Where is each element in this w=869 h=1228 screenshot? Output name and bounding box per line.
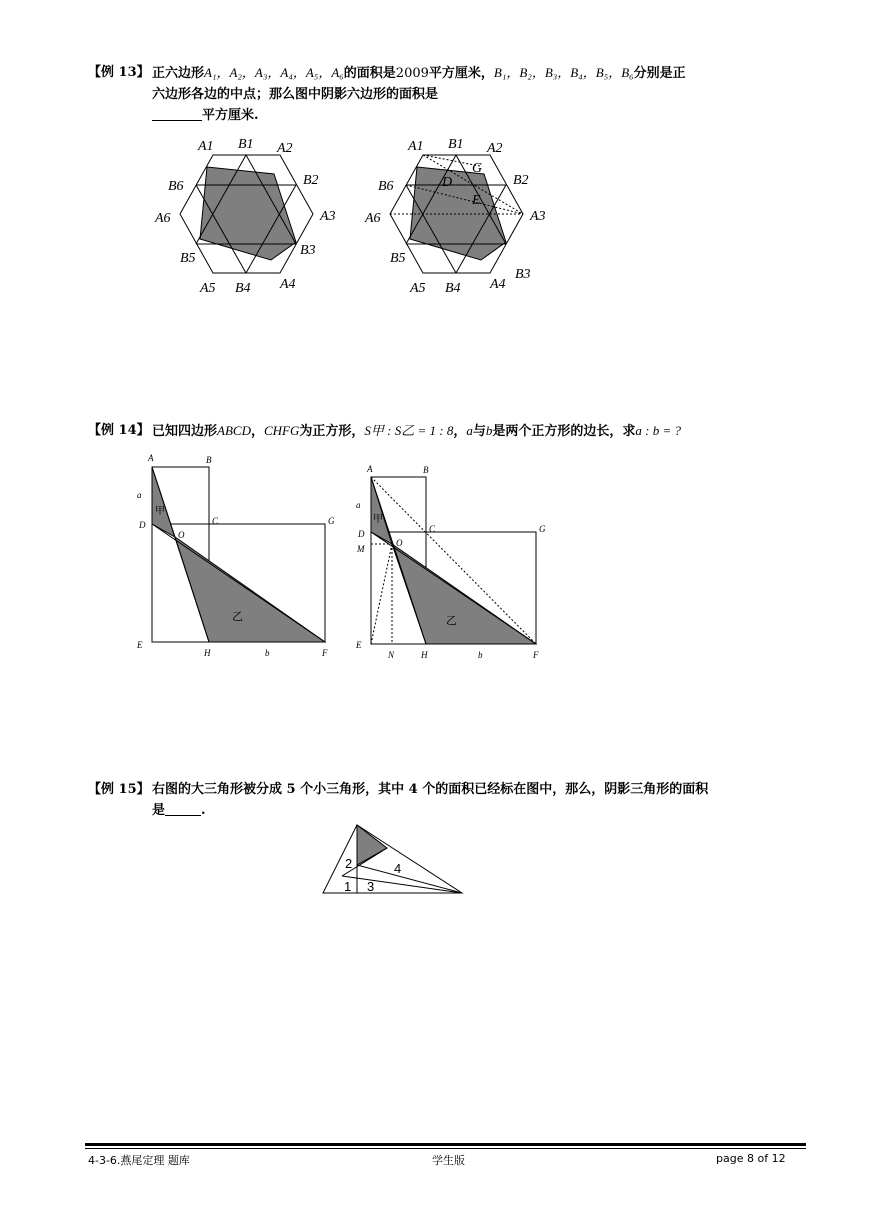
problem-13 xyxy=(88,62,818,126)
label-O: O xyxy=(396,538,403,548)
label-D: D xyxy=(358,529,365,539)
label-B2: B2 xyxy=(513,173,529,188)
label-b: b xyxy=(265,648,270,658)
label-F: F xyxy=(322,648,328,658)
label-E: E xyxy=(356,640,362,650)
label-G: G xyxy=(472,161,483,176)
label-a: a xyxy=(137,490,142,500)
label-G: G xyxy=(539,524,546,534)
label-M: M xyxy=(357,544,365,554)
label-A6: A6 xyxy=(155,211,171,226)
label-A: A xyxy=(367,464,373,474)
label-E: E xyxy=(472,193,481,208)
footer-rule-thin xyxy=(85,1148,806,1149)
label-A2: A2 xyxy=(487,141,503,156)
label-A5: A5 xyxy=(200,281,216,296)
problem-14: 【例 14】 已知四边形ABCD，CHFG为正方形，S甲 : S乙 = 1 : 8，a与b是两个正方形的边长，求a : b = ? xyxy=(88,420,818,442)
problem-tag: 【例 13】 xyxy=(88,65,150,80)
fig14-left-figure xyxy=(135,450,345,660)
label-D: D xyxy=(139,520,146,530)
label-C: C xyxy=(212,516,219,526)
label-B1: B1 xyxy=(448,137,464,152)
label-B6: B6 xyxy=(168,179,184,194)
label-H: H xyxy=(204,648,211,658)
label-G: G xyxy=(328,516,335,526)
answer-blank xyxy=(165,801,201,816)
problem-tag: 【例 15】 xyxy=(88,782,150,797)
problem-13-line3: 平方厘米. xyxy=(152,105,818,126)
fig13-left-hexagon xyxy=(150,130,350,300)
fig14-right-figure xyxy=(354,460,564,670)
label-B6: B6 xyxy=(378,179,394,194)
label-D: D xyxy=(442,175,453,190)
label-A1: A1 xyxy=(198,139,214,154)
label-N: N xyxy=(388,650,395,660)
label-jia: 甲 xyxy=(155,506,165,517)
label-B4: B4 xyxy=(445,281,461,296)
label-b: b xyxy=(478,650,483,660)
label-yi: 乙 xyxy=(446,615,457,627)
label-a: a xyxy=(356,500,361,510)
answer-blank xyxy=(152,106,202,121)
area-2: 2 xyxy=(345,856,353,871)
shaded-triangle xyxy=(357,825,387,865)
label-B1: B1 xyxy=(238,137,254,152)
label-B3: B3 xyxy=(515,267,531,282)
label-B5: B5 xyxy=(390,251,406,266)
label-A5: A5 xyxy=(410,281,426,296)
label-A3: A3 xyxy=(530,209,546,224)
label-E: E xyxy=(137,640,143,650)
problem-15 xyxy=(88,779,818,821)
label-A3: A3 xyxy=(320,209,336,224)
label-A2: A2 xyxy=(277,141,293,156)
fig13-right-hexagon xyxy=(360,130,560,300)
label-A4: A4 xyxy=(280,277,296,292)
label-C: C xyxy=(429,524,436,534)
problem-tag: 【例 14】 xyxy=(88,423,150,438)
label-H: H xyxy=(421,650,428,660)
area-3: 3 xyxy=(367,879,375,894)
problem-13-line1: 正六边形A₁，A₂，A₃，A₄，A₅，A₆的面积是2009平方厘米，B₁，B₂，B₃，B₄，B₅，B₆分别是正 xyxy=(152,65,686,81)
label-B5: B5 xyxy=(180,251,196,266)
area-1: 1 xyxy=(344,879,352,894)
shaded-hexagon xyxy=(200,167,296,260)
label-B3: B3 xyxy=(300,243,316,258)
footer-center: 学生版 xyxy=(432,1154,465,1167)
label-B2: B2 xyxy=(303,173,319,188)
label-A6: A6 xyxy=(365,211,381,226)
label-B: B xyxy=(423,465,429,475)
problem-13-line2: 六边形各边的中点；那么图中阴影六边形的面积是 xyxy=(152,87,439,102)
fig15-triangle xyxy=(320,822,470,902)
problem-15-line1: 右图的大三角形被分成 5 个小三角形，其中 4 个的面积已经标在图中，那么，阴影三角形的面积 xyxy=(152,782,709,797)
footer-rule xyxy=(85,1143,806,1146)
label-B: B xyxy=(206,455,212,465)
footer-right: page 8 of 12 xyxy=(716,1152,786,1165)
label-yi: 乙 xyxy=(232,611,243,623)
label-O: O xyxy=(178,530,185,540)
label-A4: A4 xyxy=(490,277,506,292)
label-F: F xyxy=(533,650,539,660)
label-B4: B4 xyxy=(235,281,251,296)
label-jia: 甲 xyxy=(373,514,383,525)
label-A: A xyxy=(148,453,154,463)
area-4: 4 xyxy=(394,861,402,876)
problem-15-line2: 是 . xyxy=(152,803,206,818)
label-A1: A1 xyxy=(408,139,424,154)
footer-left: 4-3-6.燕尾定理 题库 xyxy=(88,1154,190,1167)
